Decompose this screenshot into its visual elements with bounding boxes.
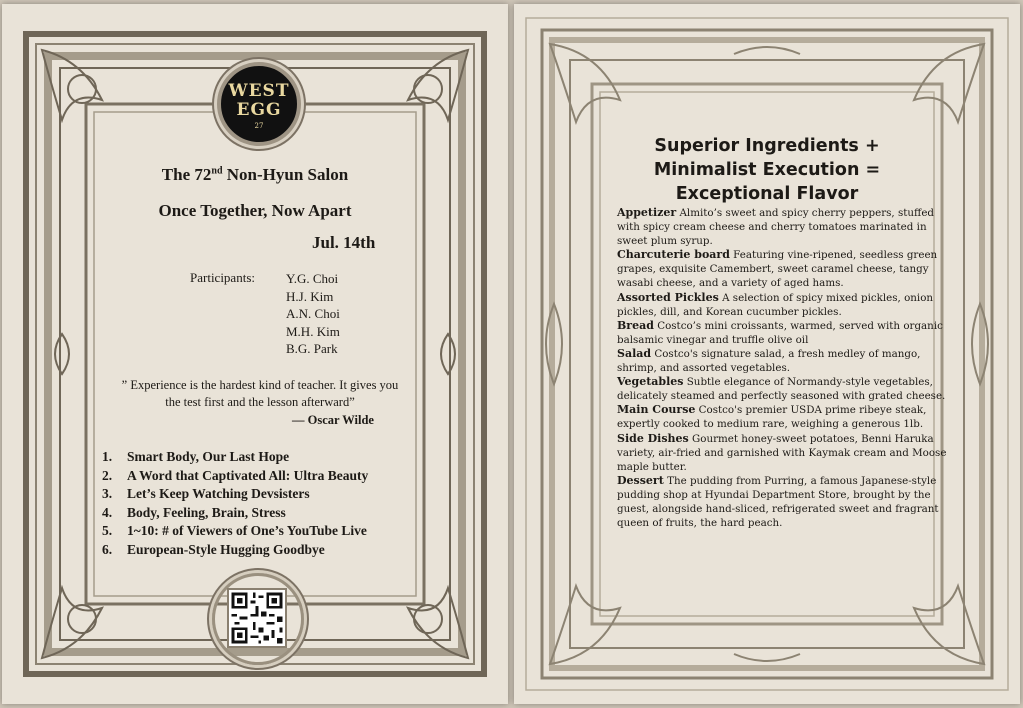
course-name: Bread	[617, 318, 654, 332]
course-description: Featuring vine-ripened, seedless green grapes, exquisite Camembert, sweet caramel cheese, tangy wasabi cheese, and a variety of aged hams.	[617, 249, 938, 290]
menu-item	[617, 319, 947, 347]
menu-title-line: Exceptional Flavor	[675, 184, 859, 204]
course-name: Vegetables	[617, 375, 684, 389]
course-description: Costco’s mini croissants, warmed, served with organic balsamic vinegar and truffle olive oil	[617, 319, 943, 346]
menu-title	[617, 134, 917, 206]
agenda-text: European-Style Hugging Goodbye	[127, 541, 325, 557]
course-name: Dessert	[617, 473, 664, 487]
course-name: Charcuterie board	[617, 248, 730, 262]
course-description: The pudding from Purring, a famous Japanese-style pudding shop at Hyundai Department Store, brought by the guest, alongside hand-sliced, refrigerated sweet and fragrant queen of fruits, the hard peach.	[617, 474, 939, 530]
agenda-item	[102, 467, 368, 486]
emblem-number: 27	[254, 122, 264, 130]
agenda-item	[102, 448, 368, 467]
course-description: Costco's signature salad, a fresh medley of mango, shrimp, and assorted vegetables.	[617, 347, 921, 375]
agenda-number: 1.	[102, 449, 113, 464]
title-prefix: The 72	[161, 165, 212, 184]
agenda-text: A Word that Captivated All: Ultra Beauty	[127, 467, 369, 483]
agenda-item	[102, 504, 368, 523]
quote-text: ” Experience is the hardest kind of teacher. It gives you the test first and the lesson afterward”	[121, 378, 399, 409]
dinner-menu-card	[514, 4, 1020, 704]
menu-title-line: Superior Ingredients +	[654, 136, 880, 156]
menu-item	[617, 474, 947, 530]
participants-label: Participants:	[190, 270, 255, 285]
course-description: Gourmet honey-sweet potatoes, Benni Haruka variety, air-fried and garnished with Kaymak cream and Moose maple butter.	[617, 432, 947, 473]
menu-list	[617, 206, 947, 530]
agenda-list	[102, 448, 368, 559]
agenda-number: 4.	[102, 504, 113, 520]
menu-item	[617, 432, 947, 474]
course-description: Almito’s sweet and spicy cherry peppers, stuffed with spicy cream cheese and cherry tomatoes marinated in sweet plum syrup.	[617, 207, 934, 248]
participant-name: M.H. Kim	[286, 323, 340, 339]
course-description: Subtle elegance of Normandy-style vegetables, delicately steamed and perfectly seasoned with grated cheese.	[617, 376, 946, 403]
agenda-item	[102, 541, 368, 560]
course-name: Salad	[617, 346, 652, 360]
participant-name: B.G. Park	[286, 341, 338, 356]
course-name: Assorted Pickles	[617, 290, 719, 304]
course-name: Side Dishes	[617, 431, 689, 445]
menu-item	[617, 206, 947, 248]
agenda-number: 6.	[102, 541, 113, 557]
west-egg-emblem	[217, 62, 301, 146]
emblem-word-west: WEST	[228, 81, 290, 101]
agenda-text: Body, Feeling, Brain, Stress	[127, 504, 286, 520]
agenda-text: Smart Body, Our Last Hope	[127, 449, 290, 464]
agenda-text: Let’s Keep Watching Devsisters	[127, 486, 310, 501]
qr-code-icon[interactable]	[227, 588, 287, 648]
course-name: Appetizer	[617, 206, 677, 219]
course-name: Main Course	[617, 403, 696, 417]
participant-name: Y.G. Choi	[286, 271, 339, 286]
course-description: A selection of spicy mixed pickles, onion pickles, dill, and Korean cucumber pickles.	[617, 291, 934, 318]
salon-date: Jul. 14th	[312, 233, 376, 252]
participants-list	[286, 270, 340, 358]
quote-author: — Oscar Wilde	[292, 413, 374, 427]
menu-title-line: Minimalist Execution =	[653, 160, 881, 180]
menu-item	[617, 375, 947, 403]
agenda-text: 1~10: # of Viewers of One’s YouTube Live	[127, 523, 367, 538]
menu-item	[617, 403, 947, 431]
emblem-word-egg: EGG	[236, 100, 282, 120]
title-ordinal: nd	[211, 165, 223, 177]
salon-subtitle: Once Together, Now Apart	[158, 201, 352, 220]
salon-title	[2, 165, 508, 185]
menu-item	[617, 291, 947, 319]
agenda-number: 5.	[102, 523, 113, 538]
agenda-item	[102, 522, 368, 541]
participant-name: H.J. Kim	[286, 288, 334, 304]
menu-item	[617, 347, 947, 375]
agenda-item	[102, 485, 368, 504]
course-description: Costco's premier USDA prime ribeye steak, expertly cooked to medium rare, weighing a generous 1lb.	[617, 404, 927, 431]
participant-name: A.N. Choi	[286, 306, 340, 321]
agenda-number: 3.	[102, 486, 113, 501]
agenda-number: 2.	[102, 467, 113, 483]
salon-invitation-card	[2, 4, 508, 704]
title-suffix: Non-Hyun Salon	[222, 165, 349, 184]
menu-item	[617, 248, 947, 290]
